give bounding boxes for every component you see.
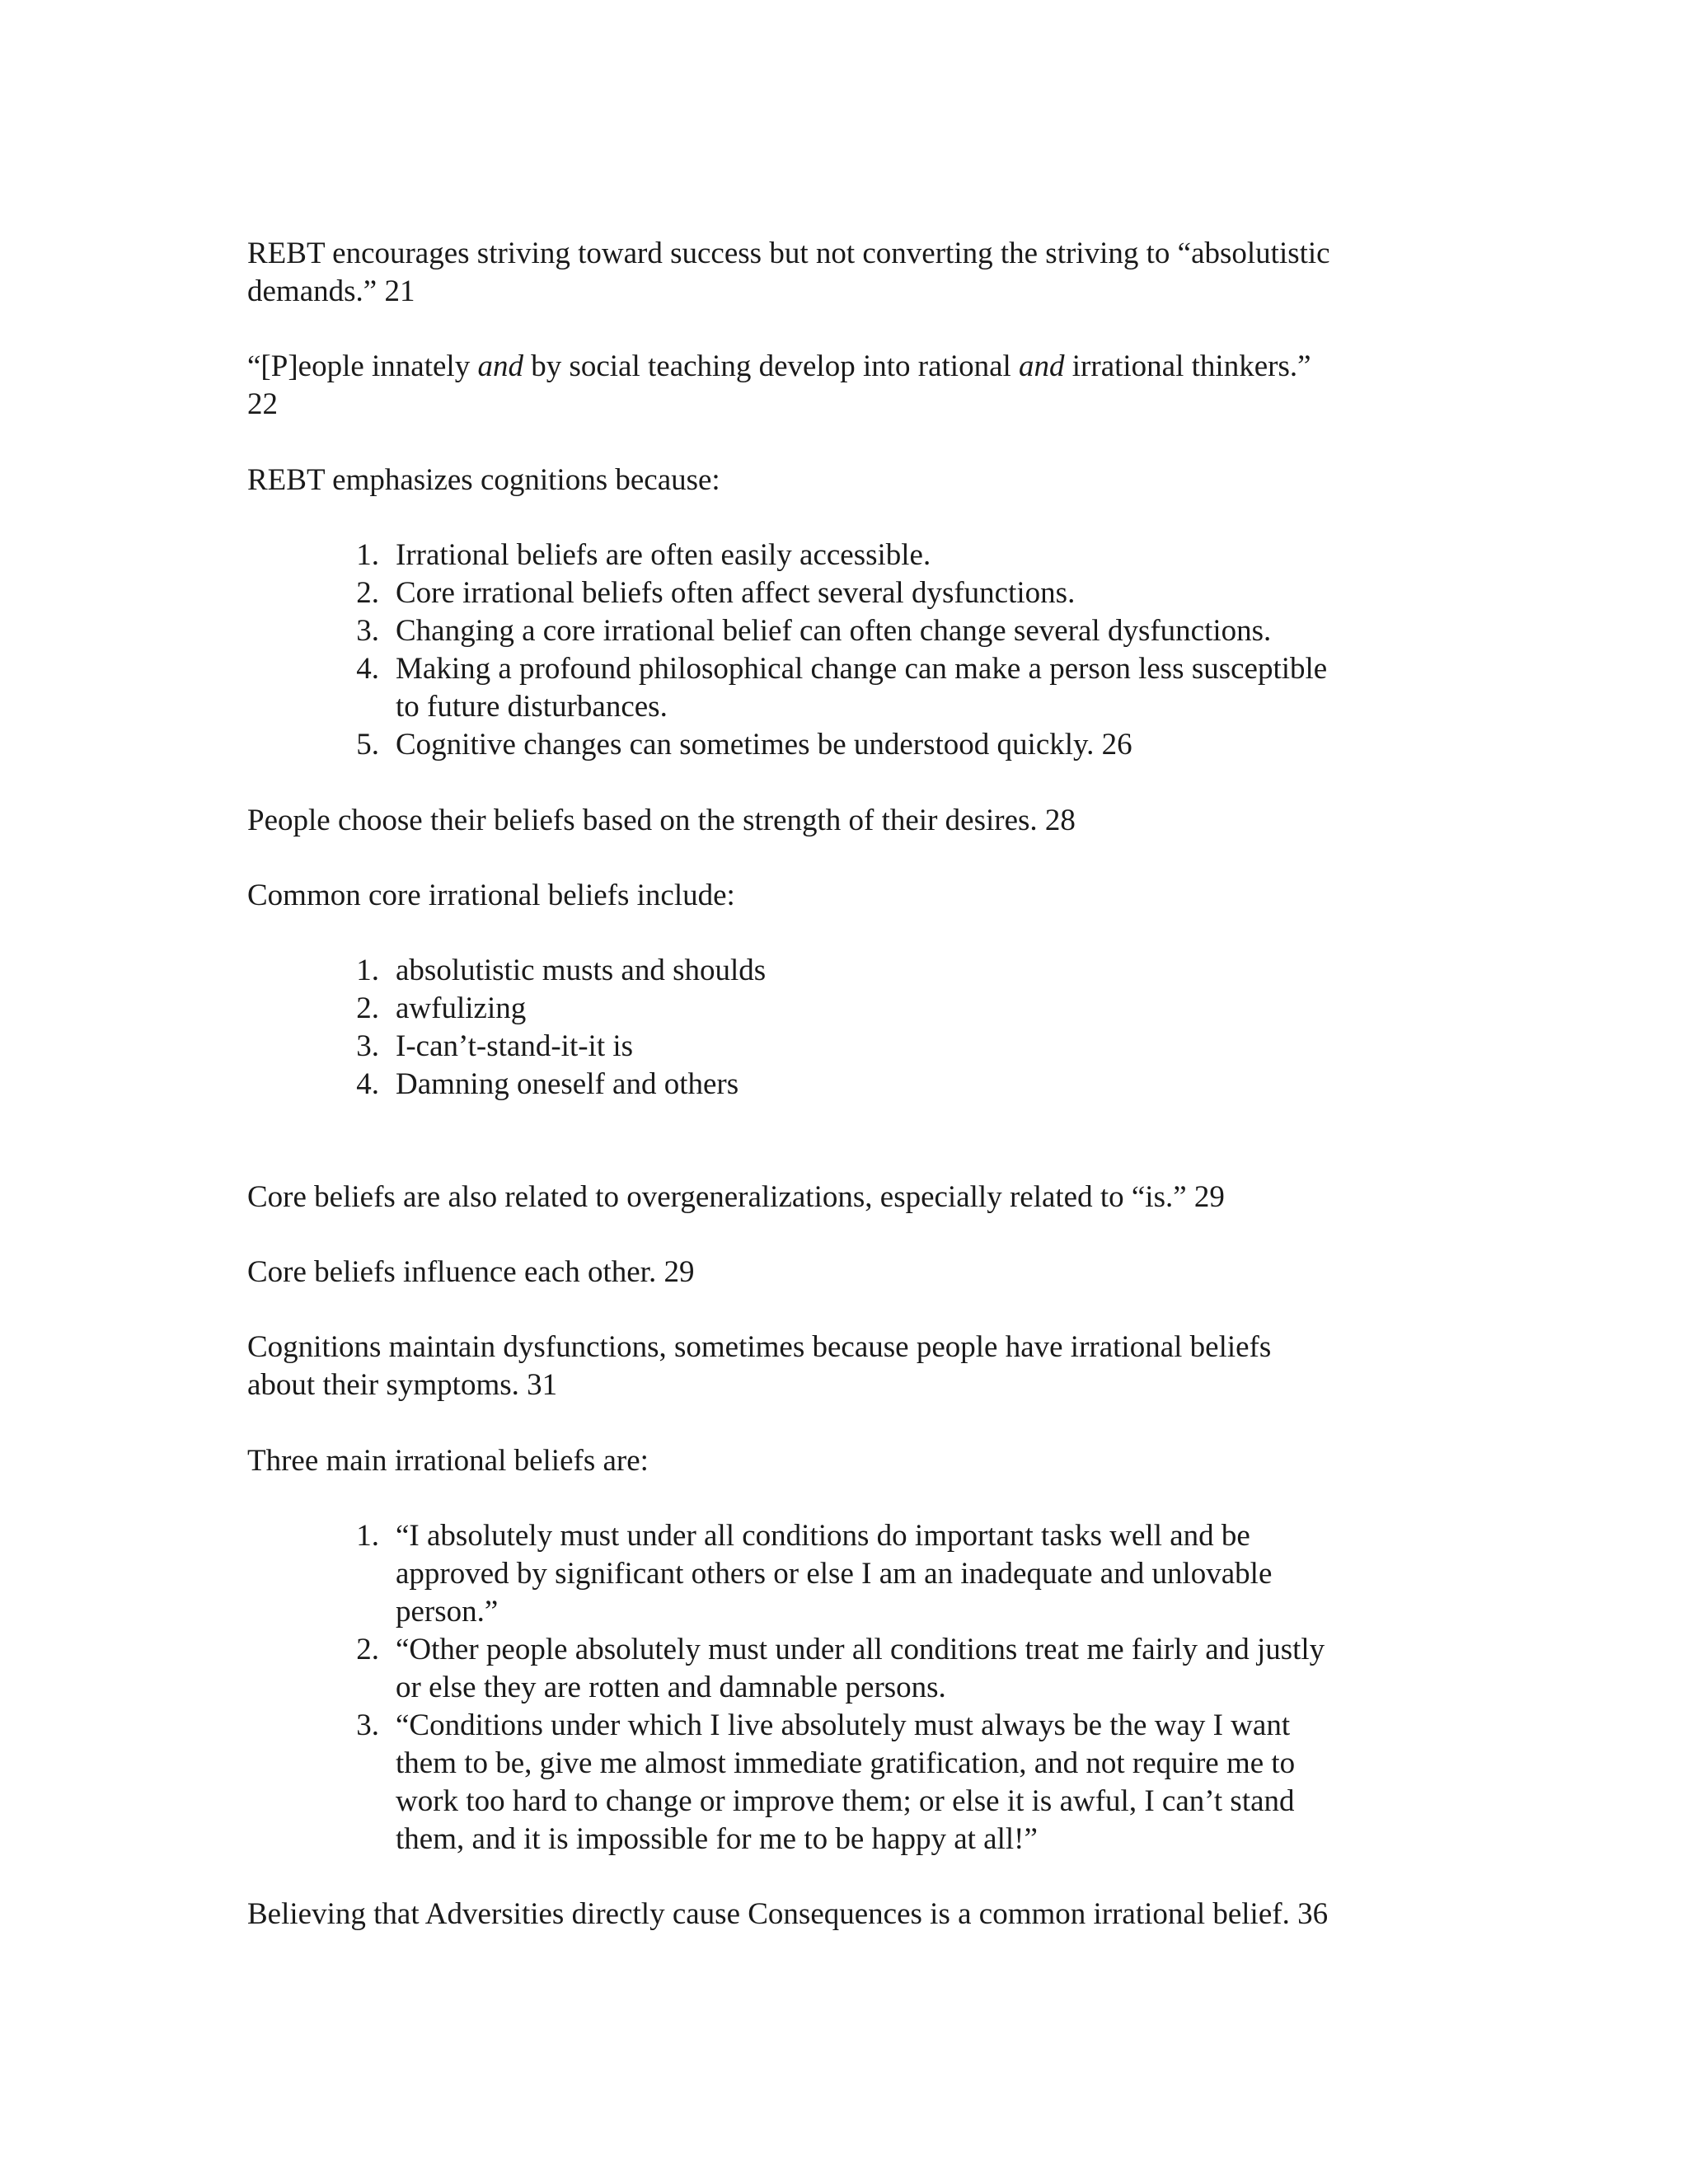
list-number: 1.	[356, 538, 379, 572]
paragraph-people-innately	[247, 348, 1467, 424]
text-line: Core beliefs are also related to overgeneralizations, especially related to “is.” 29	[247, 1180, 1225, 1214]
list-item	[330, 1028, 1467, 1066]
list-text: Making a profound philosophical change can make a person less susceptible	[396, 652, 1328, 686]
list-text: or else they are rotten and damnable persons.	[396, 1671, 946, 1704]
list-item	[330, 1066, 1467, 1104]
paragraph-common-core	[247, 877, 1467, 915]
text-line: People choose their beliefs based on the strength of their desires. 28	[247, 804, 1076, 837]
list-text: Damning oneself and others	[396, 1067, 739, 1101]
paragraph-rebt-cognitions	[247, 462, 1467, 499]
list-item	[330, 650, 1467, 726]
list-text: person.”	[396, 1595, 499, 1629]
list-cognitions-reasons	[330, 537, 1467, 764]
emphasis-and: and	[477, 349, 523, 383]
text-line	[247, 348, 1467, 386]
list-item	[330, 612, 1467, 650]
text-line: Common core irrational beliefs include:	[247, 879, 735, 912]
list-text: “Conditions under which I live absolutely must always be the way I want	[396, 1708, 1291, 1742]
list-number: 1.	[356, 1519, 379, 1553]
list-number: 2.	[356, 991, 379, 1025]
list-text: approved by significant others or else I am an inadequate and unlovable	[396, 1557, 1273, 1591]
list-text: Irrational beliefs are often easily accessible.	[396, 538, 931, 572]
list-text: to future disturbances.	[396, 690, 668, 724]
list-text: work too hard to change or improve them; or else it is awful, I can’t stand	[396, 1784, 1295, 1818]
list-number: 3.	[356, 1029, 379, 1063]
list-text: “Other people absolutely must under all conditions treat me fairly and justly	[396, 1633, 1325, 1666]
list-item	[330, 537, 1467, 574]
list-number: 3.	[356, 614, 379, 648]
list-text: awfulizing	[396, 991, 527, 1025]
list-text: them, and it is impossible for me to be happy at all!”	[396, 1822, 1038, 1856]
paragraph-rebt-striving	[247, 235, 1467, 311]
text-line: Cognitions maintain dysfunctions, sometimes because people have irrational beliefs	[247, 1330, 1272, 1364]
list-item	[330, 1707, 1467, 1858]
text-line: Believing that Adversities directly cause Consequences is a common irrational belief. 36	[247, 1897, 1329, 1931]
text-line: Core beliefs influence each other. 29	[247, 1255, 695, 1289]
list-item	[330, 726, 1467, 764]
text-line: Three main irrational beliefs are:	[247, 1444, 649, 1478]
list-text: Changing a core irrational belief can often change several dysfunctions.	[396, 614, 1272, 648]
paragraph-adversities	[247, 1896, 1467, 1933]
emphasis-and: and	[1019, 349, 1065, 383]
text-line: 22	[247, 387, 278, 421]
list-item	[330, 1631, 1467, 1707]
list-number: 4.	[356, 652, 379, 686]
list-text: I-can’t-stand-it-it is	[396, 1029, 634, 1063]
list-text: “I absolutely must under all conditions do important tasks well and be	[396, 1519, 1250, 1553]
list-text: Core irrational beliefs often affect several dysfunctions.	[396, 576, 1076, 610]
list-three-beliefs	[330, 1517, 1467, 1858]
text-fragment: irrational thinkers.”	[1064, 349, 1311, 383]
text-line: about their symptoms. 31	[247, 1368, 558, 1402]
list-number: 2.	[356, 1633, 379, 1666]
list-number: 3.	[356, 1708, 379, 1742]
paragraph-people-choose	[247, 802, 1467, 840]
list-item	[330, 990, 1467, 1028]
text-line: demands.” 21	[247, 274, 415, 308]
paragraph-influence	[247, 1254, 1467, 1291]
paragraph-overgeneralizations	[247, 1179, 1467, 1216]
list-item	[330, 1517, 1467, 1631]
list-number: 1.	[356, 954, 379, 987]
list-number: 4.	[356, 1067, 379, 1101]
list-item	[330, 952, 1467, 990]
list-text: absolutistic musts and shoulds	[396, 954, 767, 987]
list-core-beliefs	[330, 952, 1467, 1104]
text-fragment: “[P]eople innately	[247, 349, 478, 383]
list-number: 5.	[356, 728, 379, 762]
paragraph-cognitions-maintain	[247, 1329, 1467, 1404]
list-number: 2.	[356, 576, 379, 610]
paragraph-three-main	[247, 1442, 1467, 1480]
list-text: them to be, give me almost immediate gratification, and not require me to	[396, 1746, 1296, 1780]
list-text: Cognitive changes can sometimes be understood quickly. 26	[396, 728, 1132, 762]
text-line: REBT encourages striving toward success but not converting the striving to “absolutistic	[247, 237, 1330, 270]
list-item	[330, 574, 1467, 612]
text-fragment: by social teaching develop into rational	[523, 349, 1020, 383]
text-line: REBT emphasizes cognitions because:	[247, 463, 720, 497]
